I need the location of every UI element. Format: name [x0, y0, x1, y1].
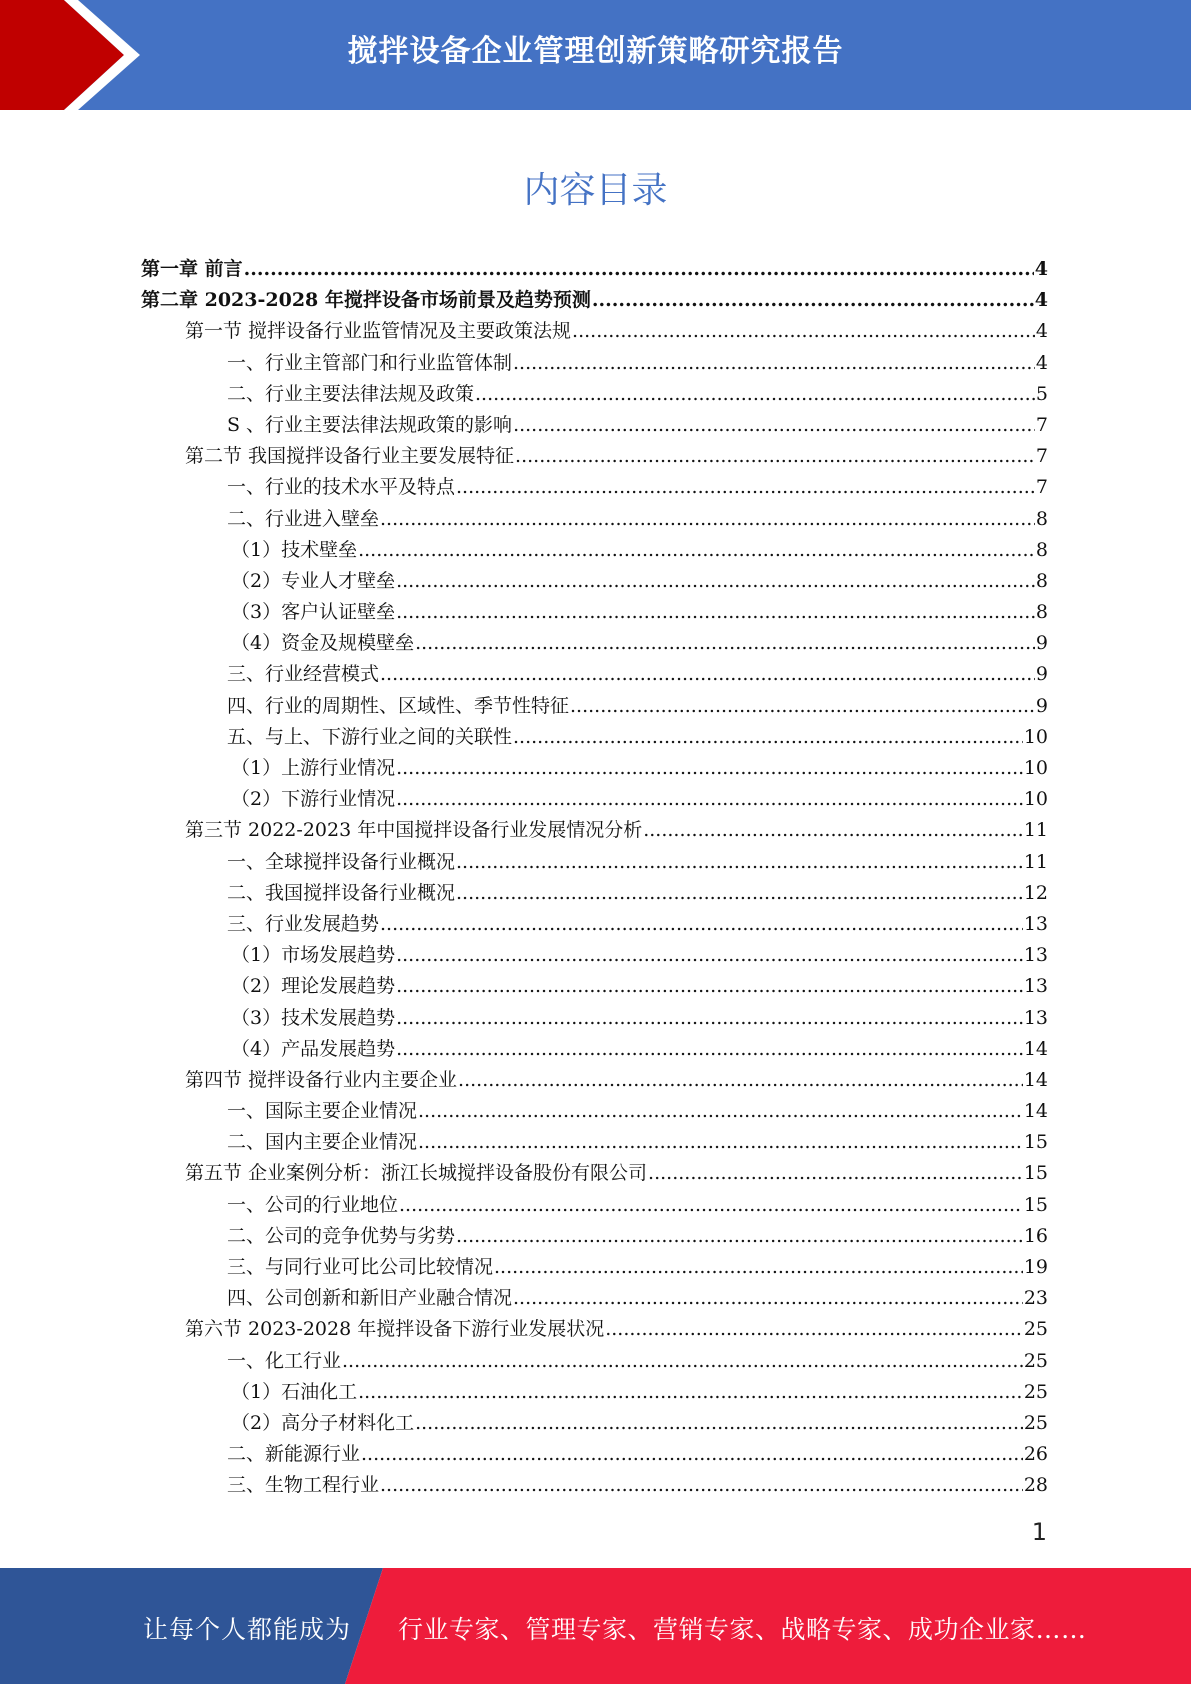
toc-entry[interactable]: [141, 1190, 1048, 1221]
toc-entry-page: 9: [1035, 632, 1048, 655]
toc-heading: 内容目录: [523, 170, 668, 211]
toc-entry-title: （2）高分子材料化工: [231, 1411, 415, 1434]
toc-entry-title: （1）上游行业情况: [231, 757, 396, 779]
toc-dot-leader: [380, 909, 1023, 940]
toc-entry[interactable]: [141, 535, 1048, 566]
toc-entry-title: （4）资金及规模壁垒: [231, 632, 415, 655]
toc-dot-leader: [570, 691, 1035, 722]
toc-dot-leader: [515, 441, 1035, 472]
toc-dot-leader: [592, 285, 1034, 316]
toc-dot-leader: [399, 1190, 1023, 1221]
toc-entry[interactable]: [141, 504, 1048, 535]
toc-dot-leader: [513, 1283, 1023, 1314]
toc-entry-title: 三、生物工程行业: [227, 1474, 380, 1497]
toc-entry-title: （2）下游行业情况: [231, 788, 396, 811]
toc-entry-title: （3）客户认证壁垒: [231, 601, 396, 624]
toc-entry[interactable]: [141, 691, 1048, 722]
toc-dot-leader: [396, 753, 1023, 784]
toc-entry-title: 第六节 2023-2028 年搅拌设备下游行业发展状况: [185, 1318, 605, 1341]
toc-entry-title: 三、行业发展趋势: [227, 912, 380, 935]
toc-entry[interactable]: [141, 472, 1048, 503]
footer-slogan-right: 行业专家、管理专家、营销专家、战略专家、成功企业家……: [398, 1615, 1087, 1644]
toc-entry[interactable]: [141, 1221, 1048, 1252]
toc-entry-page: 7: [1035, 445, 1048, 468]
toc-entry[interactable]: [141, 1314, 1048, 1345]
toc-entry[interactable]: [141, 1158, 1048, 1189]
toc-entry-title: 第一章 前言: [141, 258, 243, 280]
toc-entry-page: 28: [1023, 1474, 1048, 1497]
toc-entry-page: 4: [1034, 289, 1048, 312]
toc-entry-page: 25: [1023, 1349, 1048, 1372]
toc-entry[interactable]: [141, 1377, 1048, 1408]
toc-dot-leader: [396, 597, 1035, 628]
toc-entry-title: （3）技术发展趋势: [231, 1006, 396, 1029]
toc-dot-leader: [643, 815, 1023, 846]
toc-entry[interactable]: [141, 1127, 1048, 1158]
toc-entry-title: 一、行业的技术水平及特点: [227, 476, 456, 499]
toc-entry-page: 13: [1023, 1006, 1048, 1029]
toc-entry-page: 15: [1023, 1162, 1048, 1185]
toc-dot-leader: [396, 566, 1035, 597]
toc-dot-leader: [396, 1003, 1023, 1034]
toc-entry-page: 8: [1035, 507, 1048, 530]
toc-entry[interactable]: [141, 659, 1048, 690]
toc-entry-page: 5: [1035, 382, 1048, 405]
toc-entry-page: 7: [1035, 476, 1048, 499]
toc-dot-leader: [358, 535, 1035, 566]
toc-dot-leader: [358, 1377, 1023, 1408]
toc-entry-title: 一、行业主管部门和行业监管体制: [227, 351, 513, 374]
toc-entry-page: 16: [1023, 1224, 1048, 1247]
toc-entry[interactable]: [141, 1003, 1048, 1034]
toc-entry-page: 11: [1023, 819, 1048, 842]
toc-entry-page: 25: [1023, 1380, 1048, 1403]
toc-entry[interactable]: [141, 628, 1048, 659]
toc-entry-title: （4）产品发展趋势: [231, 1037, 396, 1060]
toc-entry-page: 26: [1023, 1443, 1048, 1466]
toc-entry-page: 10: [1023, 725, 1048, 748]
toc-dot-leader: [415, 1408, 1023, 1439]
toc-entry-title: 三、与同行业可比公司比较情况: [227, 1256, 494, 1278]
toc-entry[interactable]: [141, 1096, 1048, 1127]
toc-dot-leader: [456, 472, 1035, 503]
toc-entry-title: 二、新能源行业: [227, 1443, 361, 1466]
toc-entry-page: 25: [1023, 1318, 1048, 1341]
toc-entry[interactable]: [141, 878, 1048, 909]
toc-entry[interactable]: [141, 566, 1048, 597]
toc-entry-page: 19: [1023, 1256, 1048, 1278]
toc-entry-page: 9: [1035, 694, 1048, 717]
toc-entry-title: （1）技术壁垒: [231, 538, 358, 561]
toc-dot-leader: [380, 659, 1035, 690]
toc-entry-title: 五、与上、下游行业之间的关联性: [227, 725, 513, 748]
toc-entry[interactable]: [141, 254, 1048, 285]
toc-dot-leader: [605, 1314, 1023, 1345]
toc-entry-title: 一、全球搅拌设备行业概况: [227, 850, 456, 873]
table-of-contents: [141, 254, 1048, 1502]
toc-entry-page: 9: [1035, 663, 1048, 686]
toc-dot-leader: [418, 1127, 1023, 1158]
toc-dot-leader: [380, 504, 1035, 535]
toc-dot-leader: [572, 316, 1035, 347]
toc-entry[interactable]: [141, 815, 1048, 846]
toc-entry[interactable]: [141, 847, 1048, 878]
toc-entry-page: 13: [1023, 975, 1048, 998]
toc-entry-page: 15: [1023, 1131, 1048, 1154]
toc-entry-page: 25: [1023, 1411, 1048, 1434]
toc-entry[interactable]: [141, 1252, 1048, 1283]
toc-entry[interactable]: [141, 1283, 1048, 1314]
toc-entry[interactable]: [141, 1346, 1048, 1377]
toc-entry[interactable]: [141, 1065, 1048, 1096]
toc-entry[interactable]: [141, 1408, 1048, 1439]
header-band: [0, 0, 1191, 110]
toc-dot-leader: [456, 1221, 1023, 1252]
toc-entry-title: 第二节 我国搅拌设备行业主要发展特征: [185, 445, 515, 468]
toc-entry[interactable]: [141, 753, 1048, 784]
toc-entry[interactable]: [141, 379, 1048, 410]
toc-dot-leader: [513, 410, 1035, 441]
toc-dot-leader: [475, 379, 1035, 410]
toc-dot-leader: [361, 1439, 1023, 1470]
toc-entry-page: 10: [1023, 788, 1048, 811]
toc-entry-title: （2）理论发展趋势: [231, 975, 396, 998]
toc-entry-page: 8: [1035, 538, 1048, 561]
toc-entry[interactable]: [141, 940, 1048, 971]
toc-entry-title: （1）石油化工: [231, 1380, 358, 1403]
toc-entry-title: 第一节 搅拌设备行业监管情况及主要政策法规: [185, 320, 572, 343]
toc-dot-leader: [380, 1470, 1023, 1501]
toc-entry-title: 二、行业主要法律法规及政策: [227, 382, 475, 405]
toc-entry[interactable]: [141, 909, 1048, 940]
toc-entry-page: 15: [1023, 1193, 1048, 1216]
toc-dot-leader: [342, 1346, 1023, 1377]
toc-entry[interactable]: [141, 1034, 1048, 1065]
toc-entry[interactable]: [141, 597, 1048, 628]
toc-entry-page: 13: [1023, 944, 1048, 967]
toc-entry[interactable]: [141, 285, 1048, 316]
toc-entry-page: 4: [1035, 320, 1048, 343]
report-title: 搅拌设备企业管理创新策略研究报告: [347, 34, 844, 69]
toc-entry-title: 第五节 企业案例分析：浙江长城搅拌设备股份有限公司: [185, 1162, 648, 1185]
toc-entry-title: 四、行业的周期性、区域性、季节性特征: [227, 694, 570, 717]
toc-entry-title: （1）市场发展趋势: [231, 944, 396, 967]
toc-entry[interactable]: [141, 316, 1048, 347]
toc-entry-page: 12: [1023, 881, 1048, 904]
toc-entry-title: 第三节 2022-2023 年中国搅拌设备行业发展情况分析: [185, 819, 643, 842]
toc-entry[interactable]: [141, 722, 1048, 753]
toc-entry-page: 13: [1023, 912, 1048, 935]
toc-entry-title: 第二章 2023-2028 年搅拌设备市场前景及趋势预测: [141, 289, 591, 312]
toc-entry-page: 8: [1035, 569, 1048, 592]
toc-entry-page: 23: [1023, 1287, 1048, 1310]
toc-entry-title: 一、国际主要企业情况: [227, 1100, 418, 1123]
toc-entry-page: 8: [1035, 601, 1048, 624]
toc-entry-title: 第四节 搅拌设备行业内主要企业: [185, 1068, 458, 1091]
toc-entry-title: 一、公司的行业地位: [227, 1193, 399, 1216]
toc-entry[interactable]: [141, 441, 1048, 472]
toc-entry[interactable]: [141, 1439, 1048, 1470]
toc-entry-title: 三、行业经营模式: [227, 663, 380, 686]
toc-entry-title: 二、公司的竞争优势与劣势: [227, 1224, 456, 1247]
toc-entry[interactable]: [141, 971, 1048, 1002]
toc-entry-page: 11: [1023, 850, 1048, 873]
toc-dot-leader: [396, 971, 1023, 1002]
toc-entry-page: 10: [1023, 757, 1048, 779]
toc-entry-title: 四、公司创新和新旧产业融合情况: [227, 1287, 513, 1310]
toc-entry-page: 14: [1023, 1068, 1048, 1091]
toc-entry-page: 4: [1034, 258, 1048, 280]
toc-dot-leader: [396, 940, 1023, 971]
toc-entry-title: 二、我国搅拌设备行业概况: [227, 881, 456, 904]
toc-dot-leader: [513, 348, 1035, 379]
footer-band: [0, 1568, 1191, 1684]
toc-dot-leader: [415, 628, 1035, 659]
toc-dot-leader: [396, 784, 1023, 815]
toc-entry[interactable]: [141, 410, 1048, 441]
toc-entry-title: 一、化工行业: [227, 1349, 342, 1372]
toc-entry-title: S 、行业主要法律法规政策的影响: [227, 413, 513, 436]
toc-entry-page: 14: [1023, 1037, 1048, 1060]
toc-entry[interactable]: [141, 348, 1048, 379]
toc-dot-leader: [456, 847, 1023, 878]
toc-dot-leader: [494, 1252, 1023, 1283]
page-number: 1: [1031, 1518, 1047, 1546]
toc-entry[interactable]: [141, 1470, 1048, 1501]
toc-dot-leader: [513, 722, 1023, 753]
toc-entry-title: 二、行业进入壁垒: [227, 507, 380, 530]
toc-entry-page: 14: [1023, 1100, 1048, 1123]
footer-slogan-left: 让每个人都能成为: [143, 1615, 352, 1644]
toc-entry[interactable]: [141, 784, 1048, 815]
toc-entry-page: 7: [1035, 413, 1048, 436]
toc-dot-leader: [458, 1065, 1023, 1096]
toc-entry-page: 4: [1035, 351, 1048, 374]
toc-dot-leader: [456, 878, 1023, 909]
toc-entry-title: （2）专业人才壁垒: [231, 569, 396, 592]
toc-dot-leader: [418, 1096, 1023, 1127]
toc-dot-leader: [396, 1034, 1023, 1065]
toc-dot-leader: [648, 1158, 1023, 1189]
toc-entry-title: 二、国内主要企业情况: [227, 1131, 418, 1154]
toc-dot-leader: [244, 254, 1034, 285]
